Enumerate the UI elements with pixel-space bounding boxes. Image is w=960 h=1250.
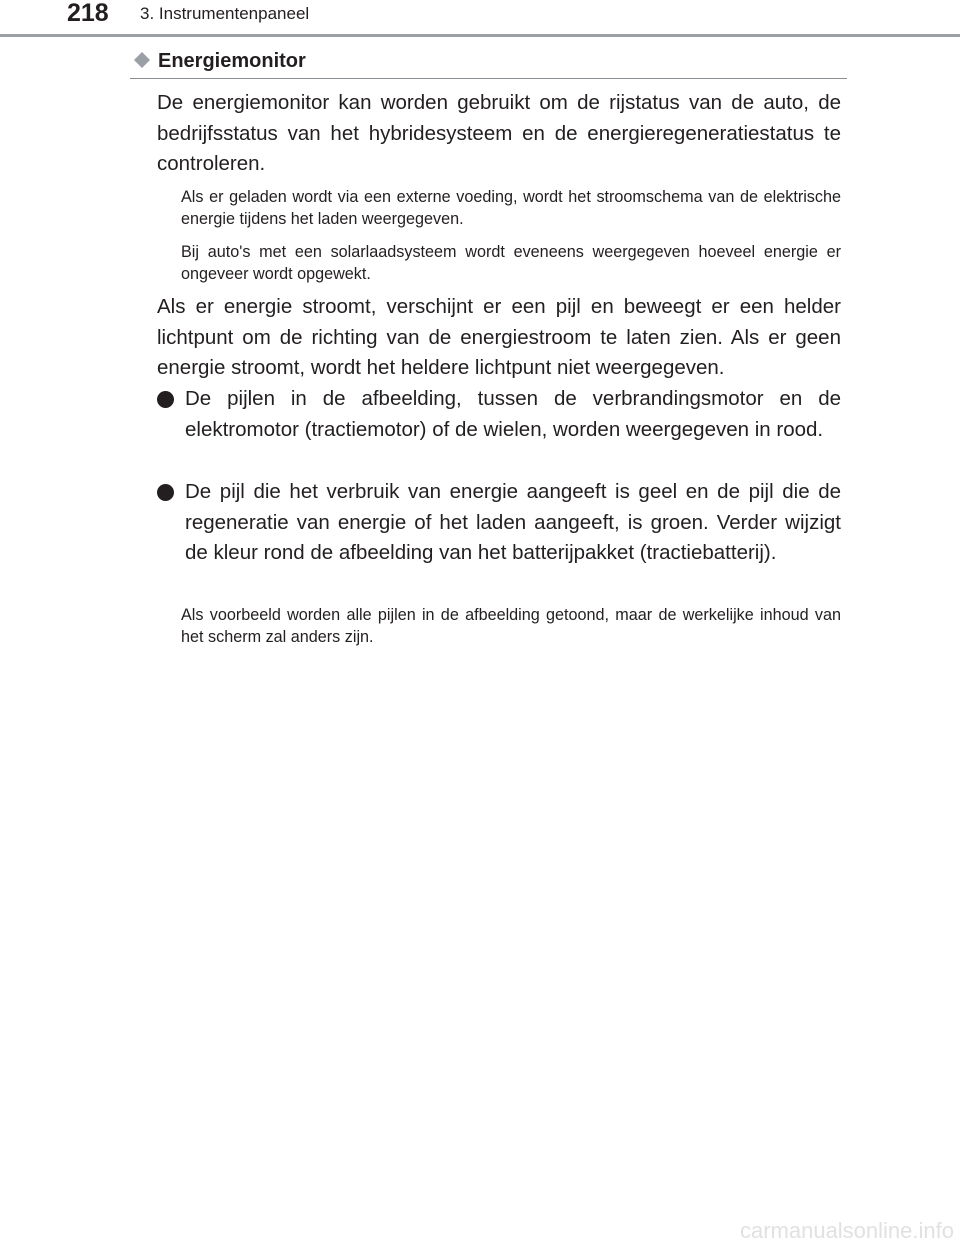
energy-flow-paragraph: Als er energie stroomt, verschijnt er een pijl en beweegt er een helder lichtpunt om de richting van de energiestroom te laten zien. Als er geen energie stroomt, wordt het heldere lichtpunt niet weergegeven.: [157, 295, 841, 379]
bullet-text: De pijlen in de afbeelding, tussen de verbrandingsmotor en de elektromotor (tractiemotor) of de wielen, worden weergegeven in rood.: [185, 387, 841, 441]
header-rule: [0, 34, 960, 37]
page-number: 218: [67, 0, 109, 27]
bullet-text: De pijl die het verbruik van energie aangeeft is geel en de pijl die de regeneratie van energie of het laden aangeeft, is groen. Verder wijzigt de kleur rond de afbeelding van het batterijpakket (tractiebatterij).: [185, 480, 841, 564]
intro-paragraph: De energiemonitor kan worden gebruikt om de rijstatus van de auto, de bedrijfsstatus van het hybridesysteem en de energieregeneratiestatus te controleren.: [157, 91, 841, 175]
note-solar-charging: Bij auto's met een solarlaadsysteem wordt eveneens weergegeven hoeveel energie er ongeveer wordt opgewekt.: [181, 243, 841, 283]
watermark: carmanualsonline.info: [739, 1218, 954, 1243]
chapter-title: 3. Instrumentenpaneel: [140, 4, 310, 23]
section-heading: [130, 48, 847, 76]
bullet-icon: [157, 484, 174, 501]
diamond-icon: [134, 52, 150, 68]
section-heading-text: Energiemonitor: [158, 50, 306, 72]
note-external-charging: Als er geladen wordt via een externe voeding, wordt het stroomschema van de elektrische energie tijdens het laden weergegeven.: [181, 188, 841, 228]
bullet-icon: [157, 391, 174, 408]
heading-rule: [130, 78, 847, 79]
note-example-arrows: Als voorbeeld worden alle pijlen in de afbeelding getoond, maar de werkelijke inhoud van het scherm zal anders zijn.: [181, 606, 841, 646]
